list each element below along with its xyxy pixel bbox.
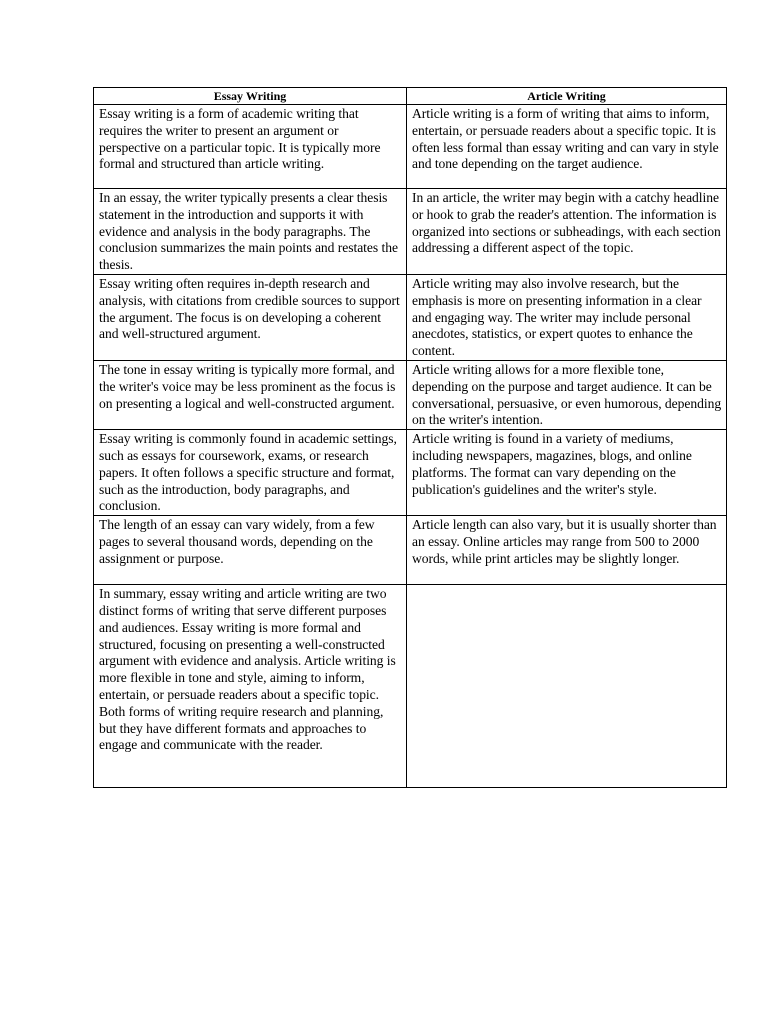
article-cell-tone: Article writing allows for a more flexible tone, depending on the purpose and target audience. It can be conversational, persuasive, or even humorous, depending on the writer's intention.	[407, 361, 727, 430]
article-cell-structure: In an article, the writer may begin with a catchy headline or hook to grab the reader's attention. The information is organized into sections or subheadings, with each section addressing a different aspect of the topic.	[407, 189, 727, 275]
table-row	[94, 516, 727, 585]
article-cell-definition: Article writing is a form of writing that aims to inform, entertain, or persuade readers about a specific topic. It is often less formal than essay writing and can vary in style and tone depending on the target audience.	[407, 105, 727, 189]
table-row	[94, 275, 727, 361]
empty-cell	[407, 585, 727, 788]
table-header-row	[94, 88, 727, 105]
table-row	[94, 430, 727, 516]
article-cell-length: Article length can also vary, but it is usually shorter than an essay. Online articles may range from 500 to 2000 words, while print articles may be slightly longer.	[407, 516, 727, 585]
table-row	[94, 189, 727, 275]
essay-cell-setting: Essay writing is commonly found in academic settings, such as essays for coursework, exams, or research papers. It often follows a specific structure and format, such as the introduction, body paragraphs, and conclusion.	[94, 430, 407, 516]
table-row	[94, 585, 727, 788]
table-row	[94, 105, 727, 189]
summary-cell: In summary, essay writing and article writing are two distinct forms of writing that serve different purposes and audiences. Essay writing is more formal and structured, focusing on presenting a well-constructed argument with evidence and analysis. Article writing is more flexible in tone and style, aiming to inform, entertain, or persuade readers about a specific topic. Both forms of writing require research and planning, but they have different formats and approaches to engage and communicate with the reader.	[94, 585, 407, 788]
table-row	[94, 361, 727, 430]
essay-cell-tone: The tone in essay writing is typically more formal, and the writer's voice may be less prominent as the focus is on presenting a logical and well-constructed argument.	[94, 361, 407, 430]
header-essay-writing: Essay Writing	[94, 88, 407, 105]
essay-cell-structure: In an essay, the writer typically presents a clear thesis statement in the introduction and supports it with evidence and analysis in the body paragraphs. The conclusion summarizes the main points and restates the thesis.	[94, 189, 407, 275]
header-article-writing: Article Writing	[407, 88, 727, 105]
essay-cell-length: The length of an essay can vary widely, from a few pages to several thousand words, depending on the assignment or purpose.	[94, 516, 407, 585]
essay-cell-research: Essay writing often requires in-depth research and analysis, with citations from credible sources to support the argument. The focus is on developing a coherent and well-structured argument.	[94, 275, 407, 361]
article-cell-setting: Article writing is found in a variety of mediums, including newspapers, magazines, blogs, and online platforms. The format can vary depending on the publication's guidelines and the writer's style.	[407, 430, 727, 516]
comparison-table	[93, 87, 727, 788]
article-cell-research: Article writing may also involve research, but the emphasis is more on presenting information in a clear and engaging way. The writer may include personal anecdotes, statistics, or expert quotes to enhance the content.	[407, 275, 727, 361]
essay-cell-definition: Essay writing is a form of academic writing that requires the writer to present an argument or perspective on a particular topic. It is typically more formal and structured than article writing.	[94, 105, 407, 189]
